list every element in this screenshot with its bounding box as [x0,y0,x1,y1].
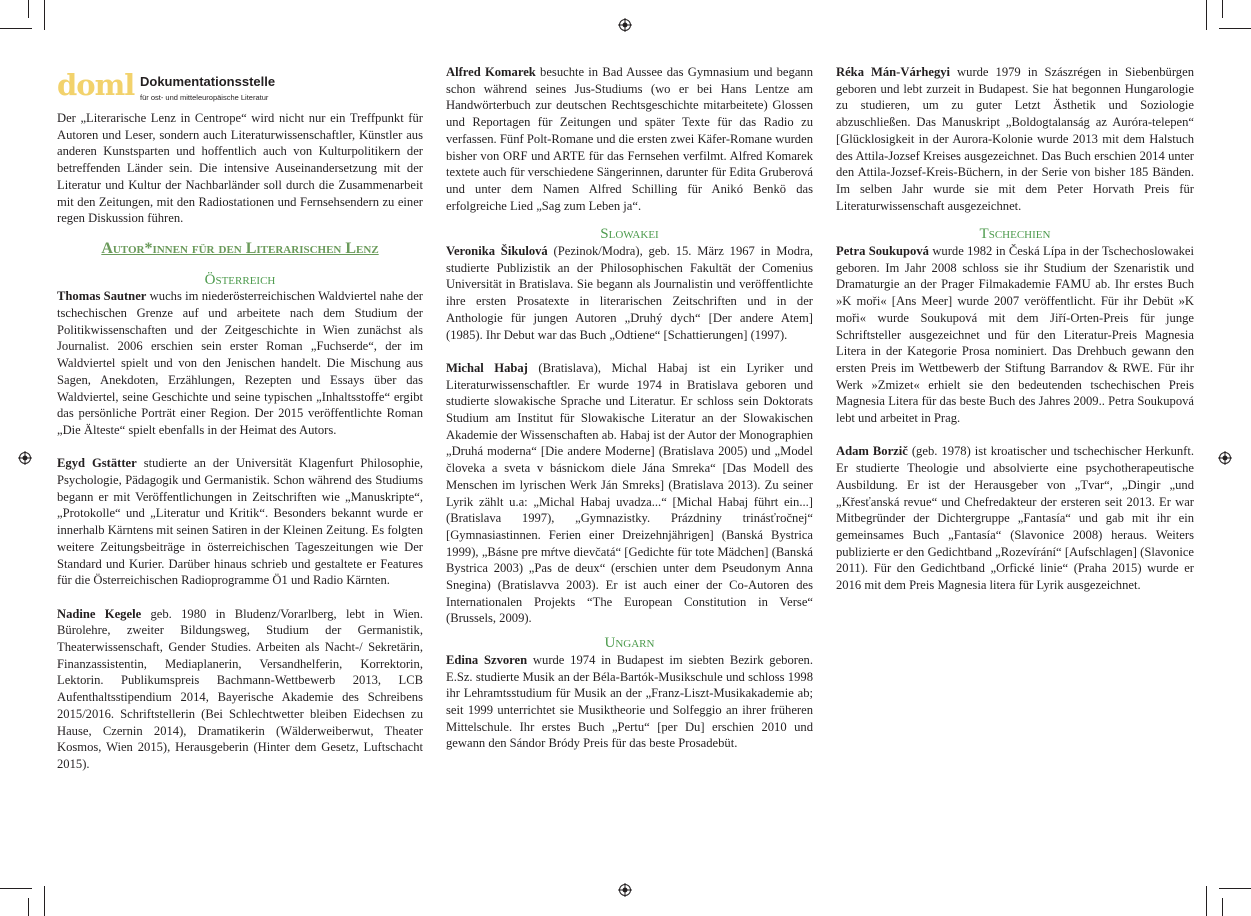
author-text: geb. 1980 in Bludenz/Vorarlberg, lebt in Wien. Bürolehre, zweiter Bildungsweg, Studium der Germanistik, Theaterwissenschaft, Gender Studies. Arbeiten als Nacht-/ Sekretärin, Finanzassistentin, Mediaplanerin, Versandhelferin, Korrektorin, Lektorin. Publikumspreis Bachmann-Wettbewerb 2013, LCB Aufenthaltsstipendium 2014, Bayerische Akademie des Schreibens 2015/2016. Schriftstellerin (Bei Schlechtwetter bleiben Eidechsen zu Hause, Czernin 2014), Dramatikerin (Wälderweiberwut, Theater Kosmos, Wien 2015), Herausgeberin (Hinter dem Gesetz, Luftschacht 2015). [57,606,423,771]
author-text: studierte an der Universität Klagenfurt Philosophie, Psychologie, Pädagogik und Germanistik. Schon während des Studiums begann er mit Veröffentlichungen in Zeitschriften wie „Manuskripte“, „Protokolle“ und „Literatur und Kritik“. Besonders bekannt wurde er innerhalb Kärntens mit seinen Satiren in der Kleinen Zeitung. Es folgten weitere Zeitungsbeiträge in österreichischen Tageszeitungen wie Der Standard und Kurier. Darüber hinaus schrieb und gestaltete er Features für die Österreichischen Radioprogramme Ö1 und Radio Kärnten. [57,456,424,588]
registration-mark-icon [618,883,632,897]
section-heading-austria: Österreich [204,271,276,288]
author-name: Adam Borzič [836,444,908,459]
crop-mark [44,886,45,916]
author-text: (Pezinok/Modra), geb. 15. März 1967 in Modra, studierte Publizistik an der Philosophischen Fakultät der Comenius Universität in Bratislava. Sie begann als Journalistin und veröffentlichte ihre ersten Prosatexte in literarischen Zeitschriften und in der Anthologie für jungen Autoren „Druhý dych“ [Der andere Atem] (1985). Ihr Debut war das Buch „Odtiene“ [Schattierungen] (1997). [446,244,813,342]
column-1 [57,68,423,789]
crop-mark [1219,888,1251,889]
author-bio [836,64,1194,214]
logo-subtitle: für ost- und mitteleuropäische Literatur [140,93,269,102]
author-name: Nadine Kegele [57,606,142,621]
section-heading-czech: Tschechien [979,226,1051,243]
author-text: (Bratislava), Michal Habaj ist ein Lyriker und Literaturwissenschaftler. Er wurde 1974 in Bratislava geboren und studierte slowakische Sprache und Literatur. Er schloss sein Doktorats Studium am Institut für Slowakische Literatur an der Slowakischen Akademie der Wissenschaften ab. Habaj ist der Autor der Monographien „Druhá moderna“ [Die andere Moderne] (Bratislava 2005) und „Model človeka a sveta v básnickom diele Jána Smreka“ [Das Modell des Menschen im lyrischen Werk Ján Smreks] (Bratislava 2013). Zu seiner Lyrik zählt u.a: „Michal Habaj uvadza...“ [Michal Habaj führt ein...] (Bratislava 1997), „Gymnazistky. Prázdniny trinásťročnej“ [Gymnasiastinnen. Ferien einer Dreizehnjährigen] (Banská Bystrica 1999), „Básne pre mŕtve dievčatá“ [Gedichte für tote Mädchen] (Banská Bystrica 2003) „Pas de deux“ (erschien unter dem Pseudonym Anna Snegina) (Bratislavva 2003). Er ist auch einer der Co-Autoren des Internationalen Projekts “The European Constitution in Verse“ (Brussels, 2009). [446,360,813,626]
author-bio [446,243,813,343]
logo-mark: doml [57,68,135,102]
registration-mark-icon [1218,451,1232,465]
author-bio [446,652,813,752]
author-name: Réka Mán-Várhegyi [836,65,951,79]
crop-mark [1206,886,1207,916]
column-3 [836,64,1194,610]
author-text: besuchte in Bad Aussee das Gymnasium und begann schon während seines Jus-Studiums (wo er bei Hans Lentze am Handwörterbuch zur deutschen Rechtsgeschichte mitarbeitete) Glossen und Reportagen für Zeitungen und später Texte für das Radio zu verfassen. Fünf Polt-Romane und die ersten zwei Käfer-Romane wurden bisher von ORF und ARTE für das Fernsehen verfilmt. Alfred Komarek textete auch für verschiedene Sängerinnen, darunter für Edita Gruberová und unter dem Namen Alfred Schilling für Anikó Benkö das erfolgreiche Lied „Sag zum Leben ja“. [446,65,814,213]
crop-mark [44,0,45,30]
author-text: (geb. 1978) ist kroatischer und tschechischer Herkunft. Er studierte Theologie und absolvierte eine psychotherapeutische Ausbildung. Er ist der Herausgeber von „Tvar“, „Dingir „und „Křesťanská revue“ und Chefredakteur der ersteren seit 2013. Er war Mitbegründer der Dichtergruppe „Fantasía“ und gab mit ihr ein gemeinsames Buch „Fantasía“ (Slavonice 2008) heraus. Weiters publizierte er den Gedichtband „Rozevírání“ [Aufschlagen] (Slavonice 2011). Für den Gedichtband „Orfické linie“ (Praha 2015) wurde er 2016 mit dem Preis Magnesia litera für Lyrik ausgezeichnet. [836,444,1194,593]
author-name: Veronika Šikulová [446,244,548,259]
crop-mark [0,888,32,889]
column-2 [446,64,813,769]
author-text: wurde 1979 in Szászrégen in Siebenbürgen geboren und lebt zurzeit in Budapest. Sie hat begonnen Hungarologie zu studieren, um zu guter Letzt Ästhetik und Soziologie abzuschließen. Das Manuskript „Boldogtalanság az Auróra-telepen“ [Glücklosigkeit in der Aurora-Kolonie wurde 2013 mit dem Halstuch des Attila-Jozsef Kreises ausgezeichnet. Das Buch erschien 2014 unter den Attila-Jozsef-Kreis-Büchern, in der Serie von bisher 185 Bänden. Im selben Jahr wurde sie mit dem Peter Horvath Preis für Literaturwissenschaft ausgezeichnet. [836,65,1194,213]
author-text: wurde 1974 in Budapest im siebten Bezirk geboren. E.Sz. studierte Musik an der Béla-Bartók-Musikschule und schloss 1998 ihr Lehramtsstudium für Musik an der „Franz-Liszt-Musikakademie ab; seit 1999 unterrichtet sie Musiktheorie und Solfeggio an ihrer früheren Mittelschule. Ihr erstes Buch „Pertu“ [per Du] erschien 2010 und gewann den Sándor Bródy Preis für das beste Prosadebüt. [446,652,813,751]
section-heading-slovakia: Slowakei [600,226,659,243]
intro-paragraph: Der „Literarische Lenz in Centrope“ wird nicht nur ein Treffpunkt für Autoren und Leser, sondern auch Literaturwissenschaftler, Künstler aus anderen Kunstsparten und hoffentlich auch von Kulturpolitikern der betreffenden Länder sein. Die intensive Auseinandersetzung mit der Literatur und Kultur der Nachbarländer soll durch die Zusammenarbeit mit den Zeitungen, mit den Radiostationen und Fernsehsendern zu einer regen Diskussion führen. [57,111,423,226]
author-text: wurde 1982 in Česká Lípa in der Tschechoslowakei geboren. Im Jahr 2008 schloss sie ihr Studium der Szenaristik und Dramaturgie an der Prager Filmakademie FAMU ab. Ihr erstes Buch »K moři« [Ans Meer] wurde 2007 veröffentlicht. Für ihr Debüt »K moři« wurde Soukupová mit dem Jiří-Orten-Preis für junge Schriftsteller ausgezeichnet und für den Literatur-Preis Magnesia Litera in der Kategorie Prosa nominiert. Das Drehbuch gewann den ersten Preis im Wettbewerb der Stiftung Barrandov & RWE. Für ihr Werk »Zmizet« erhielt sie den bedeutenden tschechischen Preis Magnesia Litera für das beste Buch des Jahres 2009.. Petra Soukupová lebt und arbeitet in Prag. [836,244,1194,426]
author-name: Alfred Komarek [446,65,536,79]
author-bio [836,243,1194,427]
crop-mark [1222,0,1223,18]
author-bio [836,443,1194,593]
author-name: Egyd Gstätter [57,456,137,471]
author-name: Edina Szvoren [446,652,528,667]
crop-mark [28,898,29,916]
author-name: Petra Soukupová [836,244,929,259]
author-bio [446,360,813,627]
logo-title: Dokumentationsstelle [140,74,276,89]
crop-mark [1206,0,1207,30]
section-heading-hungary: Ungarn [604,635,655,652]
author-text: wuchs im niederösterreichischen Waldviertel nahe der tschechischen Grenze auf und arbeitete nach dem Studium der Politikwissenschaften und der Zeitgeschichte in Wien zunächst als Journalist. 2006 erschien sein erster Roman „Fuchserde“, der im Waldviertel spielt und von den Jenischen handelt. Die Mischung aus Sagen, Anekdoten, Erzählungen, Rezepten und Essays über das Waldviertel, seine Geschichte und seine typischen „Inhaltsstoffe“ ergibt das persönliche Porträt einer Region. Der 2015 veröffentlichte Roman „Die Älteste“ spielt ebenfalls in der Heimat des Autors. [57,289,423,437]
crop-mark [1219,28,1251,29]
registration-mark-icon [618,18,632,32]
author-name: Michal Habaj [446,360,528,375]
logo [57,68,423,104]
crop-mark [28,0,29,18]
author-bio [57,288,423,438]
main-heading: Autor*innen für den Literarischen Lenz [101,239,379,257]
crop-mark [1222,898,1223,916]
registration-mark-icon [18,451,32,465]
crop-mark [0,28,32,29]
author-bio [446,64,813,214]
author-bio [57,455,423,589]
author-name: Thomas Sautner [57,289,147,304]
author-bio [57,606,423,773]
